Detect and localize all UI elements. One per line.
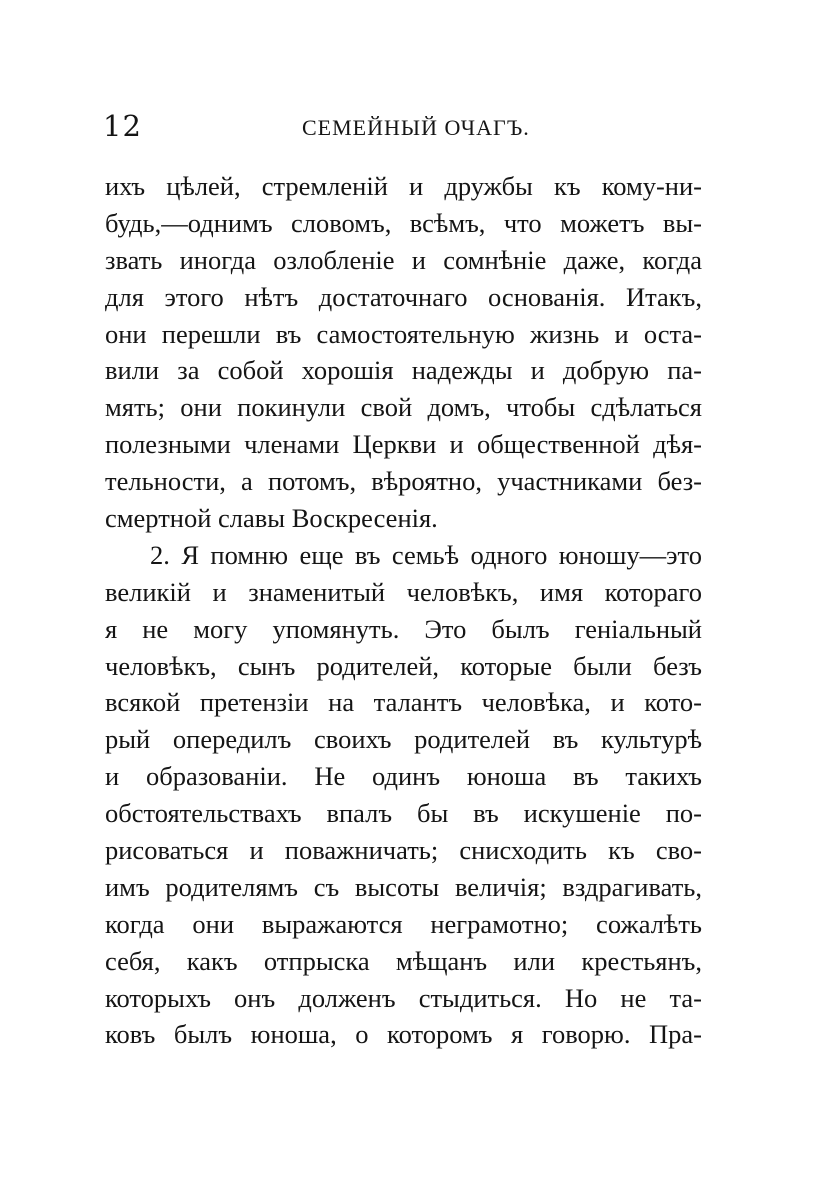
text-line: и образованіи. Не одинъ юноша въ такихъ [105,761,702,792]
text-line: полезными членами Церкви и общественной дѣя- [105,429,702,460]
text-line: ковъ былъ юноша, о которомъ я говорю. Пра- [105,1019,702,1050]
text-line: вили за собой хорошія надежды и добрую па- [105,355,702,386]
text-line: обстоятельствахъ впалъ бы въ искушеніе по- [105,798,702,829]
page-number: 12 [103,109,142,143]
text-line: ихъ цѣлей, стремленій и дружбы къ кому-ни- [105,171,702,201]
text-line: они перешли въ самостоятельную жизнь и оста- [105,318,702,349]
paragraph-end-line: смертной славы Воскресенія. [105,503,438,534]
text-line: человѣкъ, сынъ родителей, которые были безъ [105,650,702,681]
text-line: рый опередилъ своихъ родителей въ культурѣ [105,724,702,755]
text-line: будь,—однимъ словомъ, всѣмъ, что можетъ вы- [105,207,702,238]
text-line: великій и знаменитый человѣкъ, имя котораго [105,576,702,607]
paragraph-start-line: 2. Я помню еще въ семьѣ одного юношу—это [150,539,702,570]
text-line: мять; они покинули свой домъ, чтобы сдѣлаться [105,392,702,423]
running-title: СЕМЕЙНЫЙ ОЧАГЪ. [302,115,530,140]
text-line: имъ родителямъ съ высоты величія; вздрагивать, [105,871,702,902]
text-line: я не могу упомянуть. Это былъ геніальный [105,613,702,644]
text-line: звать иногда озлобленіе и сомнѣніе даже, когда [105,244,702,275]
text-line: всякой претензіи на талантъ человѣка, и кото- [105,687,702,718]
body-text [105,168,702,1053]
text-line: себя, какъ отпрыска мѣщанъ или крестьянъ, [105,945,702,976]
text-line: когда они выражаются неграмотно; сожалѣть [105,908,702,939]
text-line: для этого нѣтъ достаточнаго основанія. Итакъ, [105,281,702,312]
text-line: которыхъ онъ долженъ стыдиться. Но не та- [105,982,702,1013]
text-line: рисоваться и поважничать; снисходить къ сво- [105,835,702,866]
text-line: тельности, а потомъ, вѣроятно, участниками без- [105,466,702,497]
